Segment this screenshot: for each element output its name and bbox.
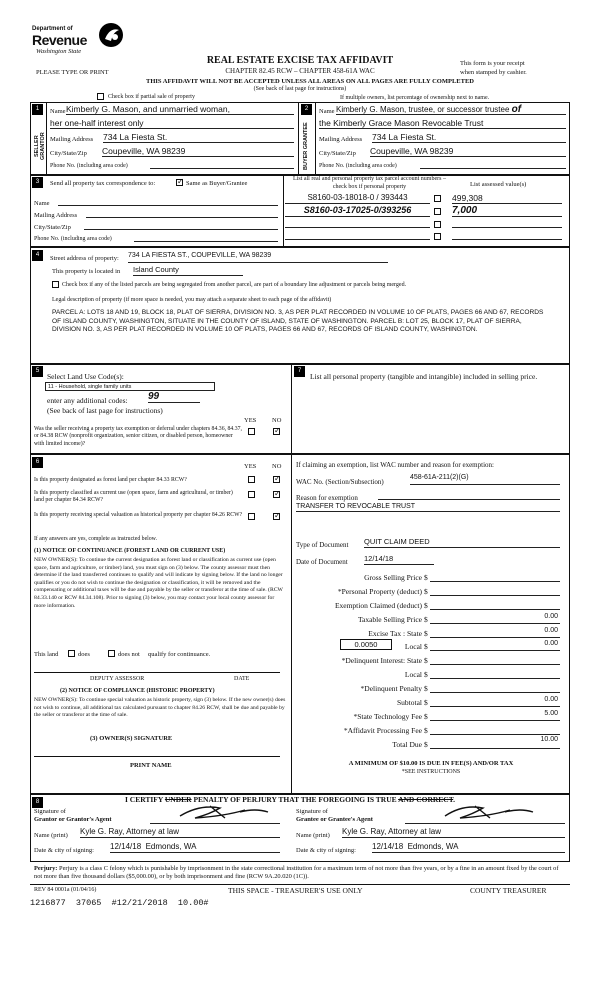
grantor-signature-scribble-icon <box>150 802 280 822</box>
corr-city[interactable] <box>84 222 278 230</box>
seller-name-line2[interactable]: her one-half interest only <box>50 118 294 129</box>
partial-sale-label: Check box if partial sale of property <box>108 94 195 100</box>
parcel-number-1[interactable]: S8160-03-18018-0 / 393443 <box>285 193 430 204</box>
buyer-mailing-label: Mailing Address <box>319 136 363 143</box>
street-label: Street address of property: <box>50 255 119 262</box>
buyer-phone-label: Phone No. (including area code) <box>319 163 397 169</box>
owner-signature-label: (3) OWNER(S) SIGNATURE <box>90 735 173 742</box>
seller-name-line1[interactable]: Kimberly G. Mason, and unmarried woman, <box>66 104 294 115</box>
s5-question: Was the seller receiving a property tax exemption or deferral under chapters 84.36, 84.37, or 84.38 RCW (nonprofit organization, senior citizen, or disabled person, homeowner with limited income)? <box>34 426 242 447</box>
calc-affidavit-fee-label: *Affidavit Processing Fee <box>343 726 422 735</box>
parcel-value-1[interactable]: 499,308 <box>452 193 562 204</box>
s6-yes: YES <box>244 463 257 470</box>
parcel-number-4[interactable] <box>285 232 430 240</box>
name-print-label-left: Name (print) <box>34 832 68 839</box>
personal-property-label: List all personal property (tangible and intangible) included in selling price. <box>310 372 538 381</box>
reason-label: Reason for exemption <box>296 494 358 502</box>
doc-type-label: Type of Document <box>296 541 349 549</box>
date-label-6: DATE <box>234 676 250 682</box>
calc-delinq-penalty-label: *Delinquent Penalty <box>360 684 422 693</box>
seller-phone-label: Phone No. (including area code) <box>50 163 128 169</box>
certify-struck-1: UNDER <box>164 795 192 804</box>
calc-personal-dollar: $ <box>424 587 428 596</box>
calc-delinq-penalty-dollar: $ <box>424 684 428 693</box>
logo-dept: Department of <box>32 26 73 32</box>
buyer-name-line2[interactable]: the Kimberly Grace Mason Revocable Trust <box>319 118 566 129</box>
see-instructions-note: *SEE INSTRUCTIONS <box>401 769 461 775</box>
parcel-value-3[interactable] <box>452 220 562 228</box>
certify-part-3: . <box>453 795 456 804</box>
buyer-mailing[interactable]: 734 La Fiesta St. <box>372 132 566 143</box>
treasurer-space: THIS SPACE - TREASURER'S USE ONLY <box>228 886 363 895</box>
same-as-buyer-label: Same as Buyer/Grantee <box>186 180 248 187</box>
certify-part-2: PENALTY OF PERJURY THAT THE FOREGOING IS TRUE <box>193 795 397 804</box>
deputy-assessor-label: DEPUTY ASSESSOR <box>90 676 145 682</box>
see-back-5: (See back of last page for instructions) <box>47 406 163 415</box>
s6-q3-no[interactable] <box>273 513 280 520</box>
seller-mailing[interactable]: 734 La Fiesta St. <box>103 132 294 143</box>
doc-date[interactable]: 12/14/18 <box>364 554 434 565</box>
s6-q1-yes[interactable] <box>248 476 255 483</box>
form-subtitle: CHAPTER 82.45 RCW – CHAPTER 458-61A WAC <box>225 67 375 75</box>
perjury-notice <box>34 865 568 881</box>
sig-label-right-1: Signature of <box>296 808 328 815</box>
legal-desc-label: Legal description of property (if more space is needed, you may attach a separate sheet to each page of the affidavit) <box>52 297 332 303</box>
grantee-signature[interactable] <box>405 806 565 824</box>
parcels-header: List all real and personal property tax parcel account numbers – check box if personal property <box>293 176 446 190</box>
calc-excise-state-label: Excise Tax : State <box>368 629 422 638</box>
located-label: This property is located in <box>52 268 121 275</box>
section-1-number: 1 <box>32 104 43 115</box>
calc-exemption-dollar: $ <box>424 601 428 610</box>
doc-type[interactable]: QUIT CLAIM DEED <box>364 537 560 548</box>
wac-label: WAC No. (Section/Subsection) <box>296 478 384 486</box>
calc-delinq-int-local-dollar: $ <box>424 670 428 679</box>
buyer-city-label: City/State/Zip <box>319 150 356 157</box>
receipt-note-2: when stamped by cashier. <box>460 69 527 76</box>
s6-q3-yes[interactable] <box>248 513 255 520</box>
same-as-buyer-checkbox[interactable] <box>176 179 183 186</box>
logo-state: Washington State <box>36 48 82 55</box>
buyer-city[interactable]: Coupeville, WA 98239 <box>370 146 566 157</box>
qualify-label: qualify for continuance. <box>148 651 211 658</box>
if-yes-note: If any answers are yes, complete as instructed below. <box>34 536 157 542</box>
calc-excise-local-label: Local <box>404 642 422 651</box>
corr-mailing-label: Mailing Address <box>34 212 78 219</box>
s6-q2-yes[interactable] <box>248 491 255 498</box>
calc-excise-state-value[interactable]: 0.00 <box>544 627 558 634</box>
seller-name-label: Name <box>50 108 66 115</box>
parcel-3-personal-checkbox[interactable] <box>434 221 441 228</box>
notice1-body: NEW OWNER(S): To continue the current designation as forest land or classification as current use (open space, farm and agriculture, or timber) land, you must sign on (3) below. The county assessor must then determine if the land transferred continues to qualify and will indicate by signing below. If the land no longer qualifies or you do not wish to continue the designation or classification, it will be removed and the compensating or additional taxes will be due and payable by the seller or transferor at the time of sale. (RCW 84.33.140 or RCW 84.34.108). Prior to signing (3) below, you may contact your local county assessor for more information. <box>34 557 283 609</box>
buyer-name-handwritten: of <box>511 104 522 115</box>
s6-q2: Is this property classified as current use (open space, farm and agricultural, or timber) land per chapter 84.34 RCW? <box>34 490 233 504</box>
parcel-value-4[interactable] <box>452 232 562 240</box>
segregated-label: Check box if any of the listed parcels are being segregated from another parcel, are part of a boundary line adjustment or parcels being merged. <box>62 282 407 288</box>
name-print-right[interactable]: Kyle G. Ray, Attorney at law <box>342 827 565 838</box>
name-print-label-right: Name (print) <box>296 832 330 839</box>
name-print-left[interactable]: Kyle G. Ray, Attorney at law <box>80 827 280 838</box>
sig-label-right-2: Grantee or Grantee's Agent <box>296 816 373 823</box>
calc-total-value[interactable]: 10.00 <box>540 736 558 743</box>
calc-excise-local-dollar: $ <box>424 642 428 651</box>
section-6-number: 6 <box>32 457 43 468</box>
calc-delinq-int-local-label: Local <box>404 670 422 679</box>
perjury-label: Perjury: <box>34 865 58 872</box>
see-back-header: (See back of last page for instructions) <box>253 86 347 92</box>
s5-yes: YES <box>244 417 257 424</box>
certify-part-1: I CERTIFY <box>125 795 164 804</box>
buyer-name-label: Name <box>319 108 335 115</box>
additional-codes-label: enter any additional codes: <box>47 396 128 405</box>
parcel-number-2[interactable]: S8160-03-17025-0/393256 <box>285 205 430 217</box>
notice2-body: NEW OWNER(S): To continue special valuation as historic property, sign (3) below. If the new owner(s) does not wish to continue, all additional tax calculated pursuant to chapter 84.26 RCW, shall be due and payable by the seller or transferor at the time of sale. <box>34 697 286 719</box>
calc-excise-state-dollar: $ <box>424 629 428 638</box>
calc-gross-dollar: $ <box>424 573 428 582</box>
street-address[interactable]: 734 LA FIESTA ST., COUPEVILLE, WA 98239 <box>128 252 388 263</box>
seller-city[interactable]: Coupeville, WA 98239 <box>102 146 294 157</box>
does-label: does <box>78 651 90 658</box>
s5-q1-no[interactable] <box>273 428 280 435</box>
form-warning: THIS AFFIDAVIT WILL NOT BE ACCEPTED UNLESS ALL AREAS ON ALL PAGES ARE FULLY COMPLETED <box>146 78 474 85</box>
calc-total-label: Total Due <box>392 740 422 749</box>
seller-city-label: City/State/Zip <box>50 150 87 157</box>
land-use-select[interactable]: 11 - Household, single family units <box>45 382 215 391</box>
buyer-name-line1[interactable]: Kimberly G. Mason, trustee, or successor trustee of <box>336 104 566 115</box>
seller-side-label: SELLER GRANTOR <box>34 132 46 160</box>
partial-sale-checkbox[interactable] <box>97 93 104 100</box>
corr-mailing[interactable] <box>86 210 278 218</box>
parcel-1-personal-checkbox[interactable] <box>434 195 441 202</box>
land-use-label: Select Land Use Code(s): <box>47 372 124 381</box>
county[interactable]: Island County <box>133 265 243 276</box>
corr-name-label: Name <box>34 200 50 207</box>
doc-date-label: Date of Document <box>296 558 348 566</box>
assessed-header: List assessed value(s) <box>470 181 527 188</box>
this-land-label: This land <box>34 651 59 658</box>
please-type: PLEASE TYPE OR PRINT <box>36 69 109 76</box>
date-city-right[interactable]: 12/14/18 Edmonds, WA <box>372 842 565 853</box>
calc-exemption-label: Exemption Claimed (deduct) <box>334 601 422 610</box>
parcel-2-personal-checkbox[interactable] <box>434 208 441 215</box>
s6-q1-no[interactable] <box>273 476 280 483</box>
print-name-label: PRINT NAME <box>130 762 172 769</box>
s5-no: NO <box>272 417 282 424</box>
section-4-number: 4 <box>32 250 43 261</box>
certify-struck-2: AND CORRECT <box>398 795 454 804</box>
cashier-stamp: 1216877 37065 #12/21/2018 10.00# <box>30 898 209 908</box>
county-treasurer: COUNTY TREASURER <box>470 886 547 895</box>
notice2-title: (2) NOTICE OF COMPLIANCE (HISTORIC PROPERTY) <box>60 688 215 694</box>
s6-q3: Is this property receiving special valuation as historical property per chapter 84.26 RCW? <box>34 512 243 518</box>
calc-delinq-int-state-label: *Delinquent Interest: State <box>341 656 422 665</box>
calc-affidavit-fee-dollar: $ <box>424 726 428 735</box>
calc-tech-fee-value[interactable]: 5.00 <box>544 710 558 717</box>
dor-logo-mark-icon <box>98 22 124 48</box>
s6-no: NO <box>272 463 282 470</box>
calc-taxable-label: Taxable Selling Price <box>357 615 422 624</box>
corr-name[interactable] <box>58 198 278 206</box>
parcel-4-personal-checkbox[interactable] <box>434 233 441 240</box>
does-checkbox[interactable] <box>68 650 75 657</box>
local-rate-box[interactable]: 0.0050 <box>340 639 392 650</box>
seller-phone[interactable] <box>150 161 294 169</box>
calc-tech-fee-dollar: $ <box>424 712 428 721</box>
parcel-value-2[interactable]: 7,000 <box>452 205 562 217</box>
parcel-number-3[interactable] <box>285 220 430 228</box>
reason-value[interactable]: TRANSFER TO REVOCABLE TRUST <box>296 503 416 510</box>
section-7-number: 7 <box>294 366 305 377</box>
exemption-label: If claiming an exemption, list WAC number and reason for exemption: <box>296 461 494 469</box>
grantee-signature-scribble-icon <box>405 802 565 822</box>
calc-taxable-dollar: $ <box>424 615 428 624</box>
s6-q1: Is this property designated as forest land per chapter 84.33 RCW? <box>34 477 187 483</box>
corr-city-label: City/State/Zip <box>34 224 71 231</box>
logo-name: Revenue <box>32 32 87 48</box>
legal-description[interactable]: PARCEL A: LOTS 18 AND 19, BLOCK 18, PLAT OF SIERRA, DIVISION NO. 3, AS PER PLAT RECORDED IN VOLUME 10 OF PLATS, PAGES 66 AND 67, RECORDS OF ISLAND COUNTY, WASHINGTON, SITUATE IN THE COUNTY OF ISLAND, STATE OF WASHINGTON. PARCEL B: LOT 25, BLOCK 17, PLAT OF SIERRA, DIVISION NO. 3, AS PER PLAT RECORDED IN VOLUME 10 OF PLATS, PAGES 66 AND 67, RECORDS OF ISLAND COUNTY, WASHINGTON. <box>52 309 544 333</box>
section-4-box <box>30 247 570 364</box>
perjury-text: Perjury is a class C felony which is punishable by imprisonment in the state correctional institution for a maximum term of not more than five years, or by a fine in an amount fixed by the court of not more than five thousand dollars ($5,000.00), or by both imprisonment and fine (RCW 9A.20.020 (1C)). <box>34 865 559 880</box>
section-3-number: 3 <box>32 177 43 188</box>
sig-label-left-1: Signature of <box>34 808 66 815</box>
calc-subtotal-dollar: $ <box>424 698 428 707</box>
calc-delinq-int-state-dollar: $ <box>424 656 428 665</box>
calc-taxable-value[interactable]: 0.00 <box>544 613 558 620</box>
calc-excise-local-value[interactable]: 0.00 <box>544 640 558 647</box>
date-city-label-right: Date & city of signing: <box>296 847 356 854</box>
does-not-label: does not <box>118 651 140 658</box>
seller-mailing-label: Mailing Address <box>50 136 94 143</box>
rev-code: REV 84 0001a (01/04/16) <box>34 887 97 893</box>
multiple-owners-note: If multiple owners, list percentage of ownership next to name. <box>340 95 490 101</box>
grantor-signature[interactable] <box>150 806 280 824</box>
s6-q2-no[interactable] <box>273 491 280 498</box>
date-city-label-left: Date & city of signing: <box>34 847 94 854</box>
calc-personal-label: *Personal Property (deduct) <box>337 587 422 596</box>
section-2-number: 2 <box>301 104 312 115</box>
form-title: REAL ESTATE EXCISE TAX AFFIDAVIT <box>206 55 394 66</box>
corr-phone[interactable] <box>134 234 278 242</box>
dor-logo <box>30 22 130 62</box>
s5-q1-yes[interactable] <box>248 428 255 435</box>
wac-value[interactable]: 458-61A-211(2)(G) <box>410 474 560 485</box>
calc-gross-label: Gross Selling Price <box>364 573 422 582</box>
additional-codes[interactable]: 99 <box>148 391 200 403</box>
calc-tech-fee-label: *State Technology Fee <box>353 712 422 721</box>
receipt-note-1: This form is your receipt <box>460 60 525 67</box>
correspondence-label: Send all property tax correspondence to: <box>50 180 156 187</box>
section-8-number: 8 <box>32 797 43 808</box>
calc-subtotal-label: Subtotal <box>396 698 422 707</box>
segregated-checkbox[interactable] <box>52 281 59 288</box>
date-city-left[interactable]: 12/14/18 Edmonds, WA <box>110 842 280 853</box>
calc-total-dollar: $ <box>424 740 428 749</box>
does-not-checkbox[interactable] <box>108 650 115 657</box>
sig-label-left-2: Grantor or Grantor's Agent <box>34 816 112 823</box>
notice1-title: (1) NOTICE OF CONTINUANCE (FOREST LAND OR CURRENT USE) <box>34 548 226 554</box>
calc-subtotal-value[interactable]: 0.00 <box>544 696 558 703</box>
buyer-side-label: BUYER GRANTEE <box>303 122 309 170</box>
section-5-number: 5 <box>32 366 43 377</box>
buyer-phone[interactable] <box>420 161 566 169</box>
corr-phone-label: Phone No. (including area code) <box>34 236 112 242</box>
minimum-fee-note: A MINIMUM OF $10.00 IS DUE IN FEE(S) AND/OR TAX <box>348 760 514 767</box>
